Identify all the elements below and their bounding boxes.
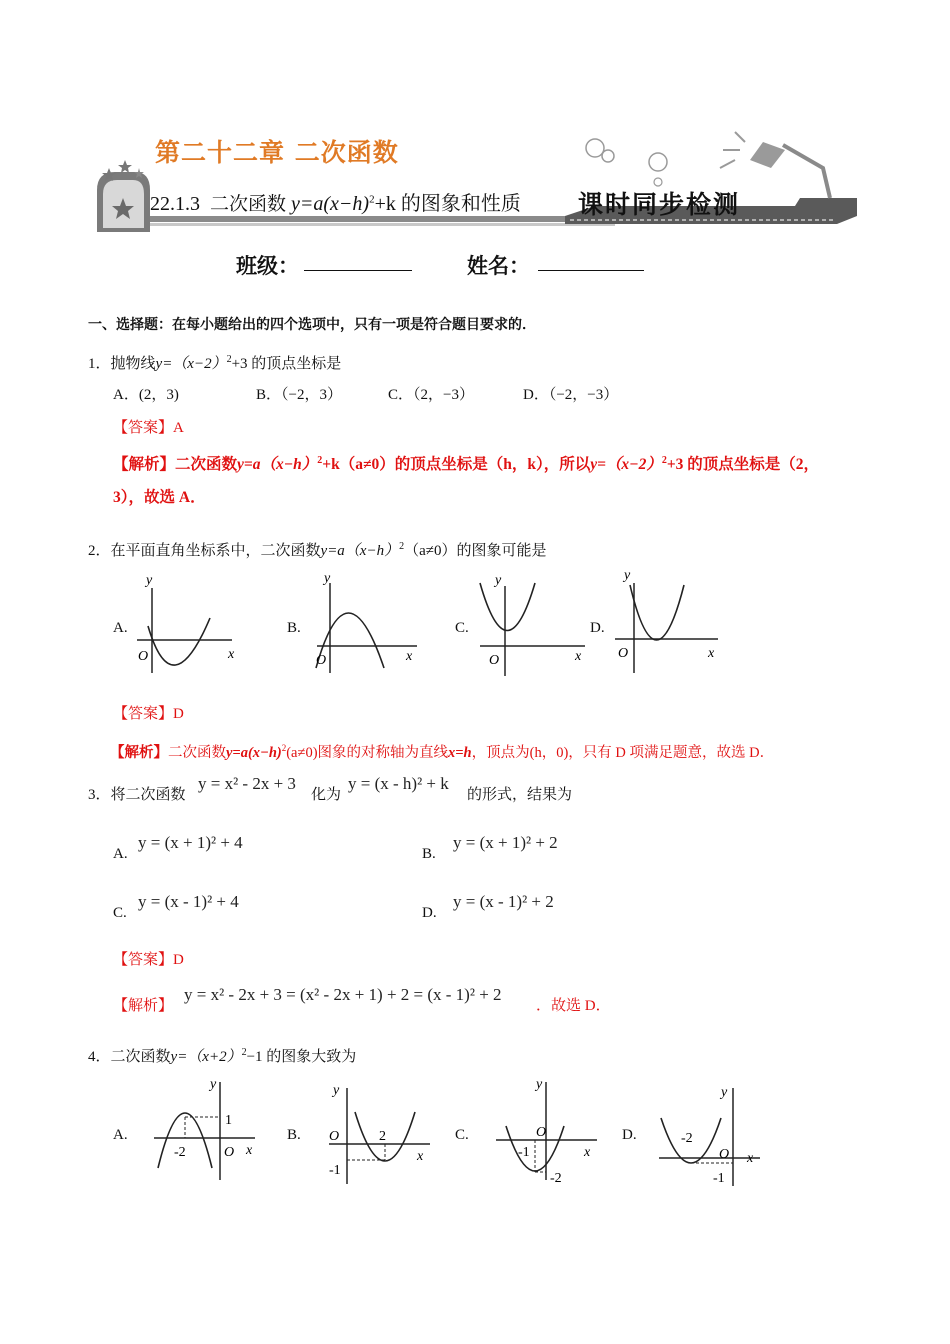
parabola-curve — [506, 1126, 564, 1171]
q3-option-a-label[interactable]: A. — [113, 846, 128, 862]
q4-graph-b[interactable] — [325, 1076, 440, 1188]
svg-text:-1: -1 — [518, 1145, 530, 1160]
svg-text:y: y — [721, 1085, 728, 1100]
q2-option-d[interactable]: D. — [590, 620, 605, 636]
q2-option-c[interactable]: C. — [455, 620, 469, 636]
parabola-curve — [630, 585, 684, 640]
q1-option-c[interactable]: C．（2，−3） — [388, 387, 474, 403]
svg-text:O: O — [224, 1145, 235, 1160]
q3-option-d-expr[interactable]: y = (x - 1)² + 2 — [453, 892, 554, 911]
bubble-icon — [586, 139, 604, 157]
svg-text:-2: -2 — [550, 1171, 562, 1184]
svg-text:O: O — [329, 1129, 340, 1144]
q4-graph-d[interactable] — [655, 1078, 770, 1190]
q3-stem-mid: 化为 — [311, 787, 342, 803]
q1-analysis: 【解析】二次函数$y=a(x-h)^2+k(a\ne 0)$的顶点坐标是（h，k），所以$y=(x-2)^2+3$ 的顶点坐标是（2， — [113, 455, 820, 474]
q3-stem-end: 的形式，结果为 — [467, 787, 573, 803]
svg-text:x: x — [575, 649, 582, 664]
svg-text:2: 2 — [379, 1129, 386, 1144]
q1-stem: 1．抛物线$y=(x-2)^2+3$ 的顶点坐标是 — [88, 354, 342, 372]
q1-option-b[interactable]: B．（−2，3） — [256, 387, 342, 403]
q3-option-c-expr[interactable]: y = (x - 1)² + 4 — [138, 892, 239, 911]
q3-analysis-tag: 【解析】 — [113, 998, 174, 1014]
q2-answer: 【答案】D — [113, 706, 184, 722]
svg-text:y: y — [536, 1077, 543, 1092]
q4-stem: 4．二次函数$y=(x+2)^2-1$ 的图象大致为 — [88, 1047, 357, 1065]
svg-text:x: x — [747, 1151, 754, 1166]
svg-text:y: y — [210, 1077, 217, 1092]
q3-option-c-label[interactable]: C. — [113, 905, 127, 921]
svg-text:y: y — [495, 573, 502, 588]
svg-text:x: x — [228, 647, 235, 662]
q3-option-d-label[interactable]: D. — [422, 905, 437, 921]
q2-graph-b[interactable] — [302, 568, 422, 678]
svg-text:O: O — [489, 653, 500, 668]
q2-graph-c[interactable] — [475, 568, 590, 678]
parabola-curve — [148, 618, 210, 665]
svg-text:y: y — [333, 1083, 340, 1098]
q4-option-d[interactable]: D. — [622, 1127, 637, 1143]
q4-graph-a[interactable] — [150, 1072, 265, 1184]
svg-text:y: y — [324, 571, 331, 586]
q3-option-b-label[interactable]: B. — [422, 846, 436, 862]
svg-text:y: y — [146, 573, 153, 588]
q1-option-d[interactable]: D．（−2，−3） — [523, 387, 619, 403]
q4-graph-c[interactable] — [492, 1072, 607, 1184]
svg-text:x: x — [246, 1143, 253, 1158]
section-title: 一、选择题：在每小题给出的四个选项中，只有一项是符合题目要求的． — [88, 318, 536, 333]
svg-text:-1: -1 — [329, 1163, 341, 1178]
q3-answer: 【答案】D — [113, 952, 184, 968]
q3-analysis-expr: y = x² - 2x + 3 = (x² - 2x + 1) + 2 = (x - 1)² + 2 — [184, 985, 502, 1004]
q2-graph-a[interactable] — [132, 568, 242, 678]
svg-text:O: O — [719, 1147, 730, 1162]
svg-text:y: y — [624, 568, 631, 583]
q2-stem: 2．在平面直角坐标系中，二次函数$y=a(x-h)^2(a\ne 0)$的图象可能是 — [88, 541, 547, 559]
q3-analysis-tail: ．故选 D． — [536, 998, 611, 1014]
q1-option-a[interactable]: A．(2，3) — [113, 387, 179, 403]
q4-option-b[interactable]: B. — [287, 1127, 301, 1143]
svg-text:-1: -1 — [713, 1171, 725, 1186]
svg-text:x: x — [584, 1145, 591, 1160]
svg-text:-2: -2 — [174, 1145, 186, 1160]
q2-analysis: 【解析】二次函数$y=a(x-h)^2(a\ne 0)$图象的对称轴为直线x=h，顶点为(h，0)，只有 D 项满足题意，故选 D． — [110, 743, 775, 761]
lesson-title: 22.1.3 二次函数 $y=a(x-h)^2+k$ 的图象和性质 — [150, 193, 521, 215]
svg-text:x: x — [406, 649, 413, 664]
svg-text:O: O — [618, 646, 629, 661]
svg-text:x: x — [708, 646, 715, 661]
q4-option-c[interactable]: C. — [455, 1127, 469, 1143]
name-label: 姓名： — [467, 253, 530, 278]
chapter-title: 第二十二章 二次函数 — [155, 138, 399, 167]
svg-text:O: O — [138, 649, 149, 664]
q4-option-a[interactable]: A. — [113, 1127, 128, 1143]
q2-graph-d[interactable] — [610, 565, 725, 675]
svg-text:1: 1 — [225, 1113, 232, 1128]
q3-stem: 3．将二次函数 — [88, 787, 186, 803]
q3-expr-target: y = (x - h)² + k — [348, 774, 449, 793]
class-field[interactable] — [304, 270, 412, 271]
svg-text:O: O — [536, 1125, 547, 1140]
star-badge-icon — [97, 160, 150, 232]
parabola-curve — [316, 613, 384, 668]
name-field[interactable] — [538, 270, 644, 271]
q3-option-a-expr[interactable]: y = (x + 1)² + 4 — [138, 833, 243, 852]
q1-analysis-cont: 3），故选 A． — [113, 489, 206, 506]
svg-text:x: x — [417, 1149, 424, 1164]
q2-option-a[interactable]: A. — [113, 620, 128, 636]
stamp-title: 课时同步检测 — [578, 190, 741, 219]
q3-option-b-expr[interactable]: y = (x + 1)² + 2 — [453, 833, 558, 852]
q3-expr-given: y = x² - 2x + 3 — [198, 774, 296, 793]
q1-answer: 【答案】A — [113, 420, 184, 436]
parabola-curve — [480, 583, 535, 631]
svg-text:O: O — [316, 653, 327, 668]
class-label: 班级： — [236, 253, 299, 278]
svg-text:-2: -2 — [681, 1131, 693, 1146]
q2-option-b[interactable]: B. — [287, 620, 301, 636]
